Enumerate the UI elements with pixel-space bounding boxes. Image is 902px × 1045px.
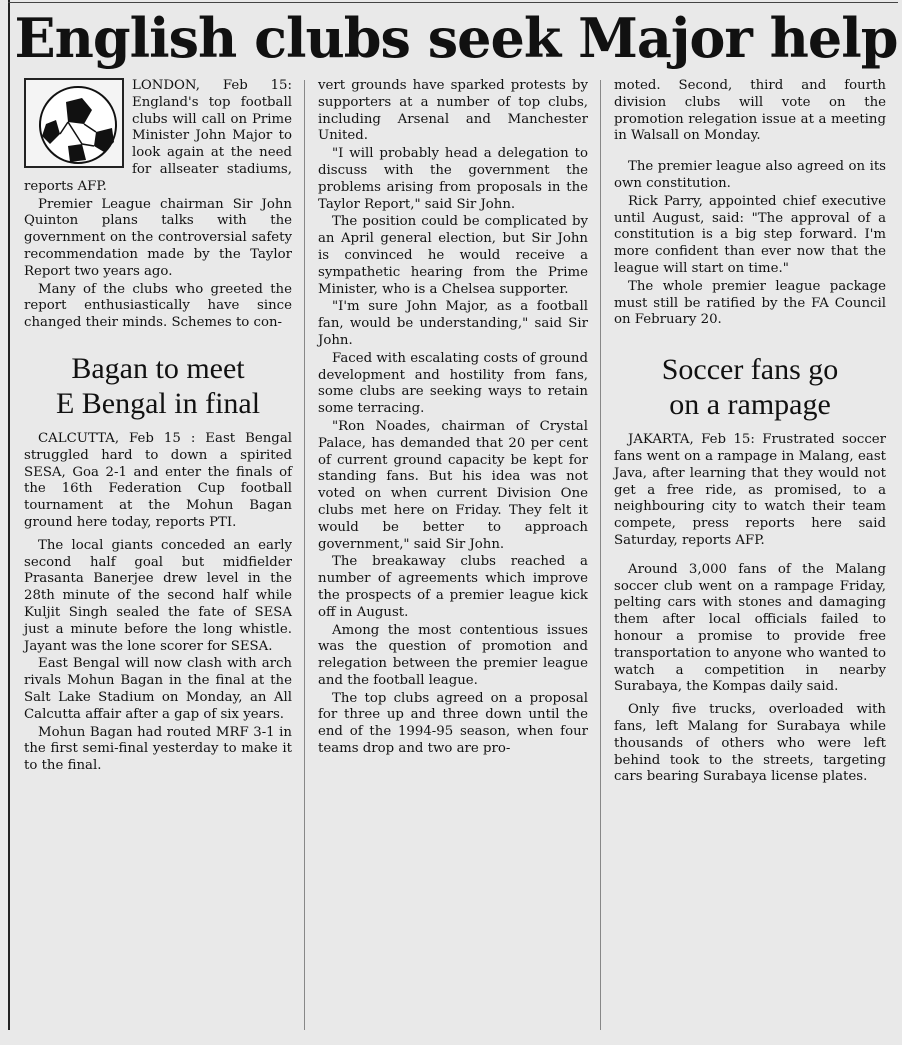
paragraph: Rick Parry, appointed chief executive until August, said: "The approval of a constitution is a big step forward. I'm more confident than ever now that the league will start on time." bbox=[614, 193, 886, 276]
paragraph: Among the most contentious issues was the question of promotion and relegation between the premier league and the football league. bbox=[318, 622, 588, 688]
subheadline-line: E Bengal in final bbox=[55, 386, 261, 420]
subheadline-line: on a rampage bbox=[669, 388, 831, 422]
column-1 bbox=[24, 78, 292, 776]
paragraph: The breakaway clubs reached a number of agreements which improve the prospects of a premier league kick off in August. bbox=[318, 554, 588, 620]
paragraph: Premier League chairman Sir John Quinton plans talks with the government on the controversial safety recommendation made by the Taylor Report two years ago. bbox=[24, 196, 292, 279]
paragraph: Only five trucks, overloaded with fans, left Malang for Surabaya while thousands of others who were left behind took to the streets, targeting cars bearing Surabaya license plates. bbox=[614, 702, 886, 785]
paragraph: The top clubs agreed on a proposal for three up and three down until the end of the 1994-95 season, when four teams drop and two are pro- bbox=[318, 690, 588, 757]
subheadline-line: Bagan to meet bbox=[71, 351, 245, 385]
page-border-left bbox=[8, 0, 10, 1030]
column-3 bbox=[614, 78, 886, 787]
paragraph: Mohun Bagan had routed MRF 3-1 in the first semi-final yesterday to make it to the final. bbox=[24, 724, 292, 774]
paragraph: The whole premier league package must still be ratified by the FA Council on February 20. bbox=[614, 278, 886, 328]
paragraph: East Bengal will now clash with arch rivals Mohun Bagan in the final at the Salt Lake Stadium on Monday, an All Calcutta affair after a gap of six years. bbox=[24, 656, 292, 722]
soccer-ball-icon bbox=[24, 78, 124, 168]
subheadline-soccer bbox=[614, 352, 886, 422]
paragraph: LONDON, Feb 15: England's top football clubs will call on Prime Minister John Major to look again at the need for allseater stadiums, reports AFP. bbox=[24, 78, 292, 194]
paragraph: moted. Second, third and fourth division clubs will vote on the promotion relegation issue at a meeting in Walsall on Monday. bbox=[614, 78, 886, 144]
paragraph: vert grounds have sparked protests by supporters at a number of top clubs, including Arsenal and Manchester United. bbox=[318, 78, 588, 144]
column-2 bbox=[318, 78, 588, 759]
paragraph: Faced with escalating costs of ground development and hostility from fans, some clubs are seeking ways to retain some terracing. bbox=[318, 350, 588, 417]
main-headline: English clubs seek Major help bbox=[14, 6, 898, 70]
paragraph: "Ron Noades, chairman of Crystal Palace, has demanded that 20 per cent of current ground capacity be kept for standing fans. But his idea was not voted on when current Division One clubs met here on Friday. They felt it would be better to approach government," said Sir John. bbox=[318, 418, 588, 552]
column-rule bbox=[600, 80, 601, 1030]
paragraph: "I will probably head a delegation to discuss with the government the problems arising from proposals in the Taylor Report," said Sir John. bbox=[318, 146, 588, 212]
paragraph: CALCUTTA, Feb 15 : East Bengal struggled hard to down a spirited SESA, Goa 2-1 and enter the finals of the 16th Federation Cup football tournament at the Mohun Bagan ground here today, reports PTI. bbox=[24, 430, 292, 530]
paragraph: "I'm sure John Major, as a football fan, would be understanding," said Sir John. bbox=[318, 299, 588, 348]
subheadline-bagan bbox=[24, 351, 292, 421]
subheadline-line: Soccer fans go bbox=[661, 353, 839, 387]
page-border-top bbox=[8, 2, 898, 3]
column-rule bbox=[304, 80, 305, 1030]
paragraph: The premier league also agreed on its own constitution. bbox=[614, 159, 886, 191]
paragraph: The position could be complicated by an April general election, but Sir John is convinced he would receive a sympathetic hearing from the Prime Minister, who is a Chelsea supporter. bbox=[318, 214, 588, 297]
paragraph: JAKARTA, Feb 15: Frustrated soccer fans went on a rampage in Malang, east Java, after learning that they would not get a free ride, as promised, to a neighbouring city to watch their team compete, press reports here said Saturday, reports AFP. bbox=[614, 432, 886, 548]
paragraph: Many of the clubs who greeted the report enthusiastically have since changed their minds. Schemes to con- bbox=[24, 281, 292, 331]
paragraph: Around 3,000 fans of the Malang soccer club went on a rampage Friday, pelting cars with stones and damaging them after local officials failed to honour a promise to provide free transportation to anyone who wanted to watch a competition in nearby Surabaya, the Kompas daily said. bbox=[614, 561, 886, 695]
paragraph: The local giants conceded an early second half goal but midfielder Prasanta Banerjee drew level in the 28th minute of the second half while Kuljit Singh sealed the fate of SESA just a minute before the long whistle. Jayant was the lone scorer for SESA. bbox=[24, 537, 292, 654]
